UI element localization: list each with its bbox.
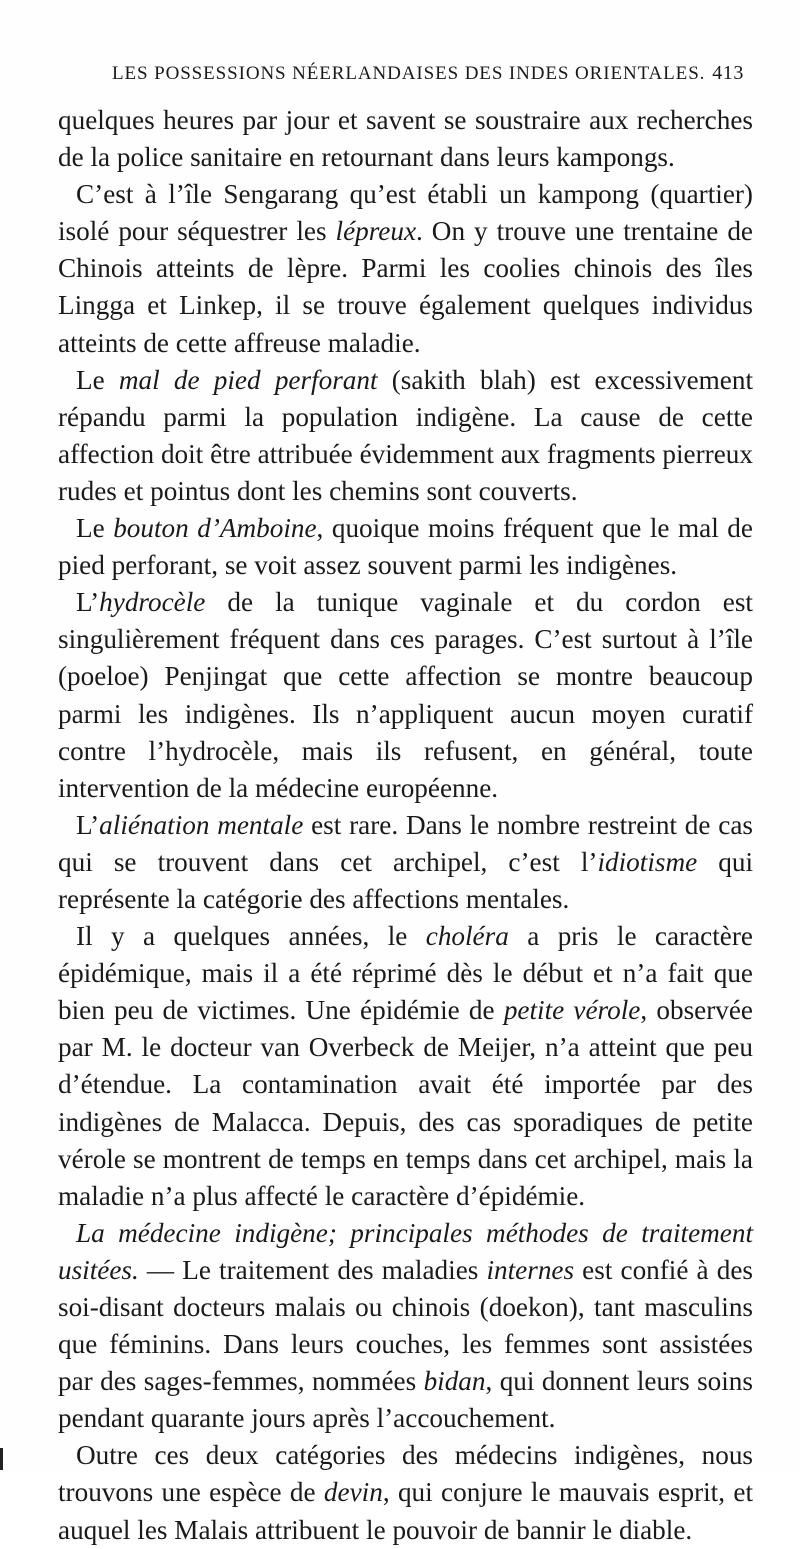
- italic-term: mal de pied perforant: [118, 364, 378, 395]
- paragraph: [58, 1437, 753, 1548]
- italic-term: choléra: [425, 921, 509, 952]
- text-run: L’: [76, 587, 100, 618]
- text-run: . On y trouve une trentaine de Chinois atteints de lèpre. Parmi les coolies chinois des îles Lingga et Linkep, il se trouve également quelques individus atteints de cette affreuse maladie.: [58, 216, 753, 358]
- italic-term: devin: [323, 1477, 383, 1508]
- text-run: L’: [76, 809, 100, 840]
- paragraph: [58, 1215, 753, 1438]
- italic-term: petite vérole: [503, 995, 641, 1026]
- body-text: [58, 102, 753, 1549]
- page-edge-mark: [0, 1448, 3, 1470]
- text-run: qui représente la catégorie des affections mentales.: [58, 846, 753, 914]
- text-run: , quoique moins fréquent que le mal de pied perforant, se voit assez souvent parmi les indigènes.: [58, 513, 753, 581]
- text-run: , observée par M. le docteur van Overbeck de Meijer, n’a atteint que peu d’étendue. La contamination avait été importée par des indigènes de Malacca. Depuis, des cas sporadiques de petite vérole se montrent de temps en temps dans cet archipel, mais la maladie n’a plus affecté le caractère d’épidémie.: [58, 995, 753, 1211]
- paragraph: [58, 584, 753, 807]
- text-run: , qui conjure le mauvais esprit, et auquel les Malais attribuent le pouvoir de bannir le diable.: [58, 1477, 754, 1545]
- text-run: , qui donnent leurs soins pendant quarante jours après l’accouchement.: [58, 1366, 753, 1434]
- italic-term: internes: [486, 1254, 575, 1285]
- text-run: Le: [76, 364, 119, 395]
- text-run: est confié à des soi-disant docteurs malais ou chinois (doekon), tant masculins que féminins. Dans leurs couches, les femmes sont assistées par des sages-femmes, nommées: [58, 1254, 753, 1397]
- italic-term: aliénation mentale: [99, 809, 304, 840]
- text-run: de la tunique vaginale et du cordon est singulièrement fréquent dans ces parages. C’est surtout à l’île (poeloe) Penjingat que cette affection se montre beaucoup parmi les indigènes. Ils n’appliquent aucun moyen curatif contre l’hydrocèle, mais ils refusent, en général, toute intervention de la médecine européenne.: [58, 587, 753, 803]
- paragraph: [58, 176, 753, 361]
- text-run: Il y a quelques années, le: [76, 921, 426, 952]
- paragraph: [58, 918, 753, 1215]
- italic-term: hydrocèle: [99, 587, 206, 618]
- paragraph: [58, 362, 753, 510]
- text-run: Le: [76, 513, 114, 544]
- italic-term: idiotisme: [597, 846, 698, 877]
- running-head: [112, 62, 744, 92]
- text-run: C’est à l’île Sengarang qu’est établi un kampong (quartier) isolé pour séquestrer les: [58, 179, 753, 247]
- italic-term: bidan: [423, 1366, 486, 1397]
- paragraph: [58, 510, 753, 584]
- italic-term: La médecine indigène; principales méthodes de traitement usitées.: [58, 1217, 753, 1285]
- text-run: Outre ces deux catégories des médecins indigènes, nous trouvons une espèce de: [58, 1440, 753, 1508]
- text-run: est rare. Dans le nombre restreint de cas qui se trouvent dans cet archipel, c’est l’: [58, 809, 753, 877]
- text-run: quelques heures par jour et savent se soustraire aux recherches de la police sanitaire en retournant dans leurs kampongs.: [58, 105, 753, 173]
- italic-term: lépreux: [335, 216, 417, 247]
- text-run: a pris le caractère épidémique, mais il a été réprimé dès le début et n’a fait que bien peu de victimes. Une épidémie de: [58, 921, 753, 1026]
- running-head-title: LES POSSESSIONS NÉERLANDAISES DES INDES ORIENTALES.: [112, 63, 706, 84]
- page-number: 413: [712, 62, 744, 84]
- paragraph: [58, 807, 753, 918]
- text-run: — Le traitement des maladies: [138, 1254, 487, 1285]
- italic-term: bouton d’Amboine: [113, 513, 317, 544]
- text-run: (sakith blah) est excessivement répandu parmi la population indigène. La cause de cette affection doit être attribuée évidemment aux fragments pierreux rudes et pointus dont les chemins sont couverts.: [58, 364, 753, 506]
- paragraph: [58, 102, 753, 176]
